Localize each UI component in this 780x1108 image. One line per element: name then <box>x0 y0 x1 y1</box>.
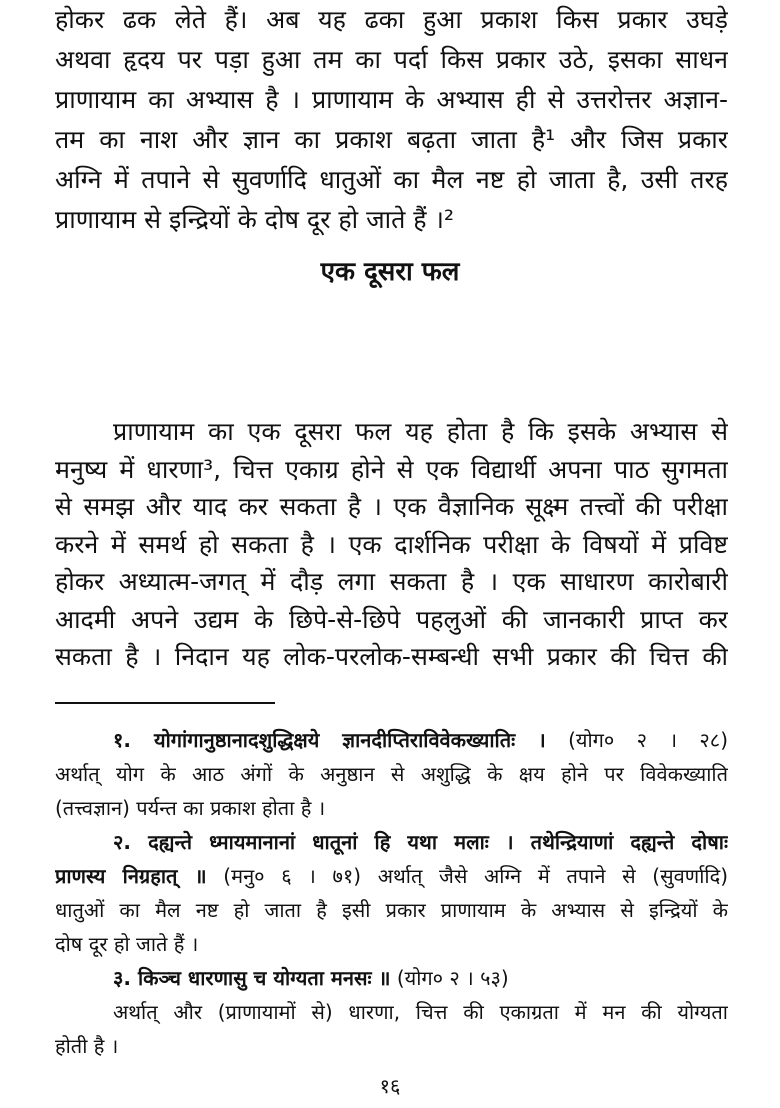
footnote-text: (योग० २ । २८) <box>545 728 728 752</box>
text-line: तम का नाश और ज्ञान का प्रकाश बढ़ता जाता है¹ और जिस प्रकार <box>55 125 728 154</box>
section-heading: एक दूसरा फल <box>320 257 460 287</box>
text-line: प्राणायाम से इन्द्रियों के दोष दूर हो जाते हैं ।² <box>55 205 455 234</box>
footnote-text: (तत्त्वज्ञान) पर्यन्त का प्रकाश होता है । <box>55 796 326 820</box>
footnote-line <box>55 893 728 927</box>
footnote-line <box>55 791 728 825</box>
footnote-line <box>55 995 728 1029</box>
text-line: प्राणायाम का एक दूसरा फल यह होता है कि इसके अभ्यास से <box>113 417 728 446</box>
footnote-line <box>55 1029 728 1063</box>
footnote-sanskrit-verse: प्राणस्य निग्रहात् ॥ <box>55 864 207 888</box>
footnote-line <box>55 859 728 893</box>
footnote-line <box>55 825 728 859</box>
footnotes <box>55 723 728 1063</box>
footnote-text: धातुओं का मैल नष्ट हो जाता है इसी प्रकार प्राणायाम के अभ्यास से इन्द्रियों के <box>55 898 728 922</box>
text-line: करने में समर्थ हो सकता है । एक दार्शनिक परीक्षा के विषयों में प्रविष्ट <box>55 529 728 559</box>
text-line: मनुष्य में धारणा³, चित्त एकाग्र होने से एक विद्यार्थी अपना पाठ सुगमता <box>55 454 728 484</box>
paragraph-second-fruit <box>55 413 728 676</box>
footnote-line <box>55 723 728 757</box>
footnote-line <box>55 757 728 791</box>
footnote-sanskrit-verse: २. दह्यन्ते ध्मायमानानां धातूनां हि यथा मलाः । तथेन्द्रियाणां दह्यन्ते दोषाः <box>113 830 728 854</box>
footnote-divider <box>55 702 275 704</box>
footnote-line <box>55 927 728 961</box>
footnote-text: दोष दूर हो जाते हैं । <box>55 932 199 956</box>
text-line: प्राणायाम का अभ्यास है । प्राणायाम के अभ्यास ही से उत्तरोत्तर अज्ञान- <box>55 85 728 114</box>
text-line: आदमी अपने उद्यम के छिपे-से-छिपे पहलुओं की जानकारी प्राप्त कर <box>55 604 728 634</box>
footnote-text: अर्थात् योग के आठ अंगों के अनुष्ठान से अशुद्धि के क्षय होने पर विवेकख्याति <box>55 762 728 786</box>
footnote-text: अर्थात् और (प्राणायामों से) धारणा, चित्त की एकाग्रता में मन की योग्यता <box>113 1000 728 1024</box>
text-line: होकर अध्यात्म-जगत् में दौड़ लगा सकता है । एक साधारण कारोबारी <box>55 567 728 596</box>
text-line: अग्नि में तपाने से सुवर्णादि धातुओं का मैल नष्ट हो जाता है, उसी तरह <box>55 165 728 194</box>
text-line: अथवा हृदय पर पड़ा हुआ तम का पर्दा किस प्रकार उठे, इसका साधन <box>55 45 728 74</box>
page-number: १६ <box>379 1074 401 1098</box>
footnote-text: होती है । <box>55 1034 119 1058</box>
footnote-sanskrit-verse: १. योगांगानुष्ठानादशुद्धिक्षये ज्ञानदीप्तिराविवेकख्यातिः । <box>113 728 546 752</box>
text-line: होकर ढक लेते हैं। अब यह ढका हुआ प्रकाश किस प्रकार उघड़े <box>55 5 728 34</box>
text-line: सकता है । निदान यह लोक-परलोक-सम्बन्धी सभी प्रकार की चित्त की <box>55 642 728 671</box>
footnote-text: (मनु० ६ । ७१) अर्थात् जैसे अग्नि में तपाने से (सुवर्णादि) <box>206 864 728 888</box>
footnote-text: (योग० २ । ५३) <box>390 966 509 990</box>
footnote-line <box>55 961 728 995</box>
text-line: से समझ और याद कर सकता है । एक वैज्ञानिक सूक्ष्म तत्त्वों की परीक्षा <box>55 492 728 521</box>
paragraph-continued <box>55 0 728 240</box>
footnote-sanskrit-verse: ३. किञ्च धारणासु च योग्यता मनसः ॥ <box>113 966 391 990</box>
